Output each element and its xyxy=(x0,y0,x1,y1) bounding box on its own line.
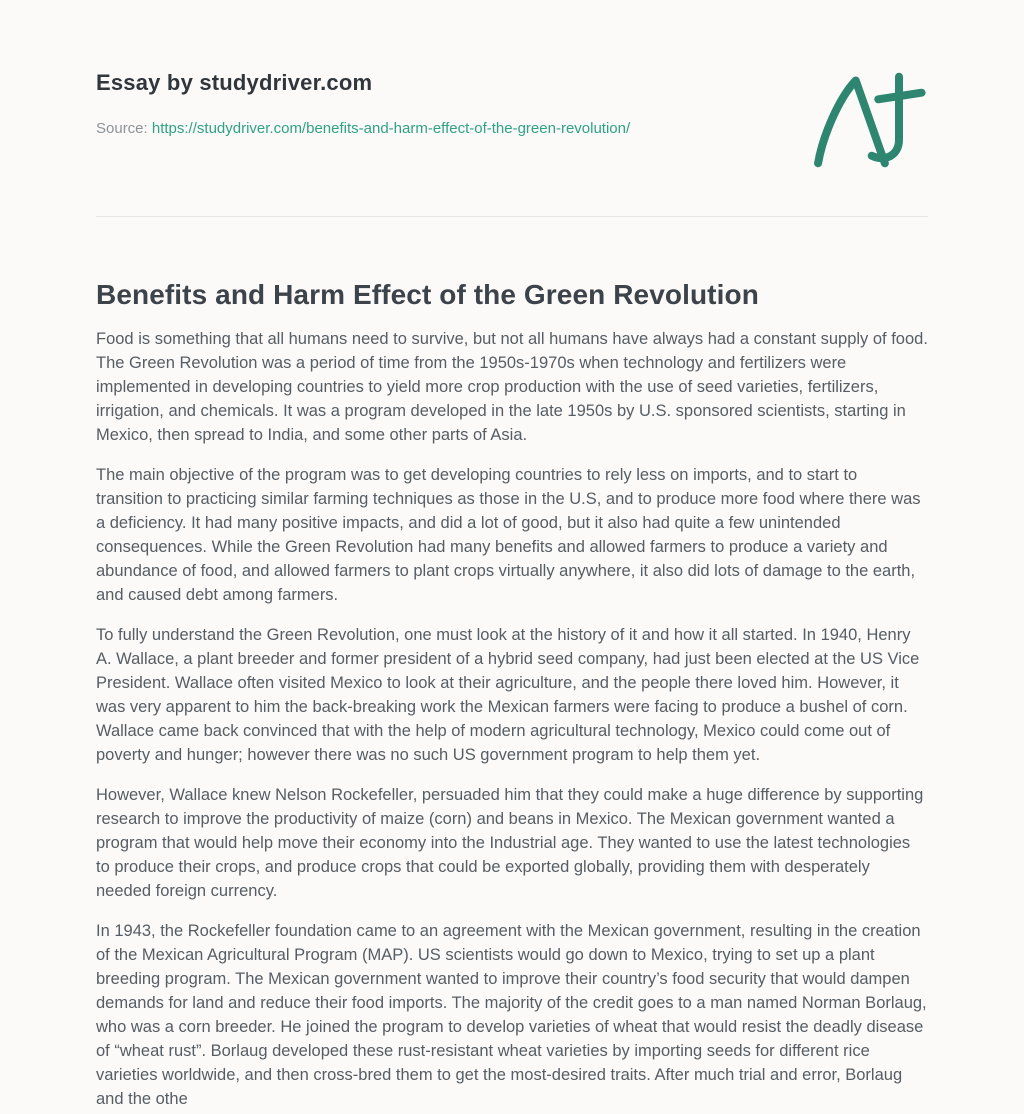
essay-paragraph: Food is something that all humans need to survive, but not all humans have always had a constant supply of food. The Green Revolution was a period of time from the 1950s-1970s when technology and fertilizers were implemented in developing countries to yield more crop production with the use of seed varieties, fertilizers, irrigation, and chemicals. It was a program developed in the late 1950s by U.S. sponsored scientists, starting in Mexico, then spread to India, and some other parts of Asia. xyxy=(96,330,928,444)
page-header-title: Essay by studydriver.com xyxy=(96,70,373,95)
essay-content xyxy=(96,279,928,1111)
essay-title: Benefits and Harm Effect of the Green Revolution xyxy=(96,279,759,310)
essay-paragraph: However, Wallace knew Nelson Rockefeller, persuaded him that they could make a huge difference by supporting research to improve the productivity of maize (corn) and beans in Mexico. The Mexican government wanted a program that would help move their economy into the Industrial age. They wanted to use the latest technologies to produce their crops, and produce crops that could be exported globally, providing them with desperately needed foreign currency. xyxy=(96,786,924,900)
source-line xyxy=(96,120,630,137)
essay-paragraph: The main objective of the program was to get developing countries to rely less on imports, and to start to transition to practicing similar farming techniques as those in the U.S, and to produce more food where there was a deficiency. It had many positive impacts, and did a lot of good, but it also had quite a few unintended consequences. While the Green Revolution had many benefits and allowed farmers to produce a variety and abundance of food, and allowed farmers to plant crops virtually anywhere, it also did lots of damage to the earth, and caused debt among farmers. xyxy=(96,466,921,604)
source-link[interactable]: https://studydriver.com/benefits-and-harm-effect-of-the-green-revolution/ xyxy=(151,120,631,137)
header-text-block xyxy=(96,70,630,137)
header-divider xyxy=(96,216,928,217)
source-label: Source: xyxy=(96,120,148,137)
essay-paragraph: To fully understand the Green Revolution, one must look at the history of it and how it all started. In 1940, Henry A. Wallace, a plant breeder and former president of a hybrid seed company, had just been elected at the US Vice President. Wallace often visited Mexico to look at their agriculture, and the people there loved him. However, it was very apparent to him the back-breaking work the Mexican farmers were facing to produce a bushel of corn. Wallace came back convinced that with the help of modern agricultural technology, Mexico could come out of poverty and hunger; however there was no such US government program to help them yet. xyxy=(96,626,920,764)
page-header xyxy=(96,0,928,168)
essay-body xyxy=(96,327,928,1111)
studydriver-logo-icon xyxy=(808,72,926,168)
essay-paragraph: In 1943, the Rockefeller foundation came to an agreement with the Mexican government, resulting in the creation of the Mexican Agricultural Program (MAP). US scientists would go down to Mexico, trying to set up a plant breeding program. The Mexican government wanted to improve their country’s food security that would dampen demands for land and reduce their food imports. The majority of the credit goes to a man named Norman Borlaug, who was a corn breeder. He joined the program to develop varieties of wheat that would resist the deadly disease of “wheat rust”. Borlaug developed these rust-resistant wheat varieties by importing seeds for different rice varieties worldwide, and then cross-bred them to get the most-desired traits. After much trial and error, Borlaug and the othe xyxy=(96,922,927,1108)
